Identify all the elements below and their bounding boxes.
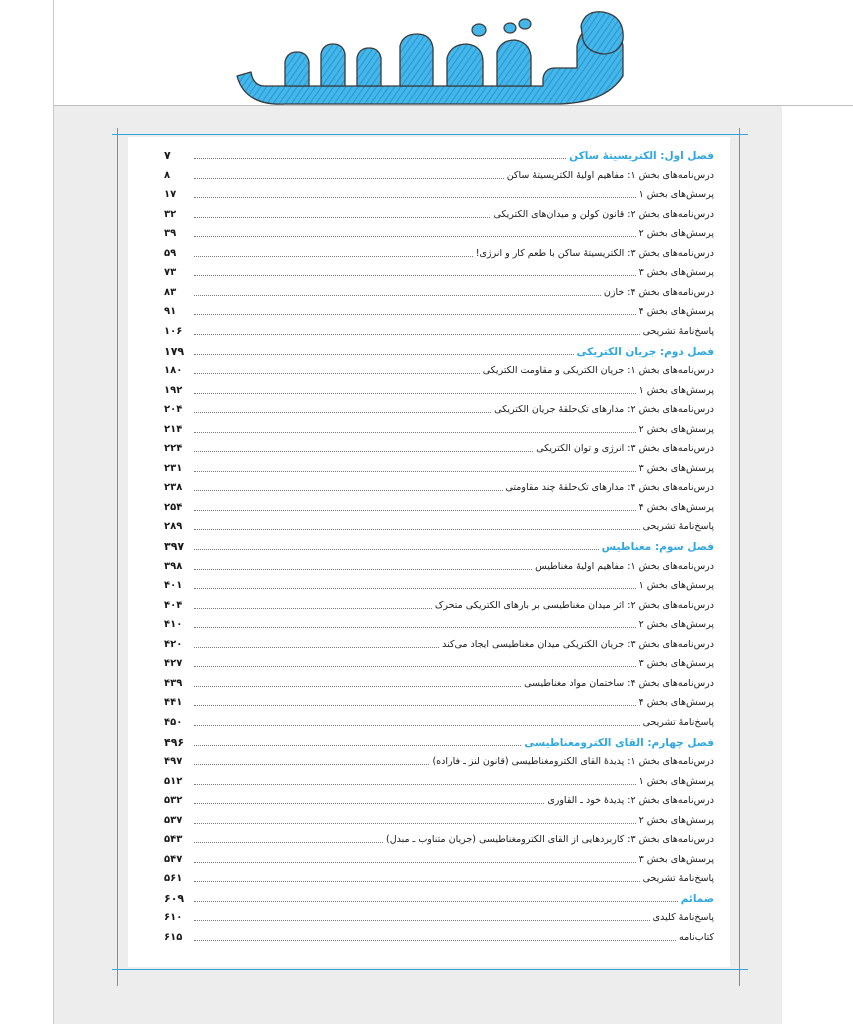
toc-row[interactable] bbox=[164, 828, 714, 846]
dot-leader bbox=[194, 802, 544, 804]
toc-entry-label: پاسخ‌نامهٔ تشریحی bbox=[642, 521, 714, 533]
toc-entry-label: ضمائم bbox=[680, 892, 714, 905]
toc-page-number: ۴۹۶ bbox=[164, 735, 185, 749]
toc-page-number: ۶۱۵ bbox=[164, 932, 183, 943]
dot-leader bbox=[194, 313, 636, 315]
dot-leader bbox=[194, 353, 574, 355]
toc-page-number: ۲۱۴ bbox=[164, 423, 183, 435]
toc-row[interactable] bbox=[164, 672, 714, 690]
toc-row[interactable] bbox=[164, 476, 714, 494]
toc-row[interactable] bbox=[164, 515, 714, 533]
toc-row[interactable] bbox=[164, 789, 714, 807]
toc-row[interactable] bbox=[164, 398, 714, 416]
frame-line-top bbox=[112, 134, 748, 135]
toc-entry-label: فصل دوم: جریان الکتریکی bbox=[576, 345, 714, 358]
toc-page-number: ۱۷۹ bbox=[164, 344, 185, 358]
toc-page-number: ۳۹۸ bbox=[164, 560, 183, 572]
toc-page-number: ۲۳۱ bbox=[164, 462, 183, 474]
toc-entry-label: درس‌نامه‌های بخش ۳: کاربردهایی از القای الکترومغناطیسی (جریان متناوب ـ مبدل) bbox=[385, 834, 714, 846]
toc-row[interactable] bbox=[164, 457, 714, 475]
dot-leader bbox=[194, 763, 429, 765]
dot-leader bbox=[194, 822, 636, 824]
toc-page-number: ۹۱ bbox=[164, 306, 177, 318]
toc-page-number: ۴۴۱ bbox=[164, 697, 183, 709]
toc-page-number: ۴۱۰ bbox=[164, 619, 183, 631]
dot-leader bbox=[194, 196, 636, 198]
toc-page-number: ۴۲۷ bbox=[164, 658, 183, 670]
toc-entry-label: پرسش‌های بخش ۱ bbox=[638, 189, 714, 201]
dot-leader bbox=[194, 274, 636, 276]
dot-leader bbox=[194, 235, 636, 237]
toc-row[interactable] bbox=[164, 613, 714, 631]
toc-page-number: ۳۹ bbox=[164, 228, 177, 240]
toc-entry-label: پرسش‌های بخش ۱ bbox=[638, 775, 714, 787]
dot-leader bbox=[194, 939, 676, 941]
toc-entry-label: پرسش‌های بخش ۲ bbox=[638, 228, 714, 240]
toc-chapter-row[interactable] bbox=[164, 887, 714, 905]
dot-leader bbox=[194, 177, 504, 179]
toc-page-number: ۵۱۲ bbox=[164, 775, 183, 787]
dot-leader bbox=[194, 372, 480, 374]
toc-entry-label: پرسش‌های بخش ۳ bbox=[638, 853, 714, 865]
toc-page-number: ۴۹۷ bbox=[164, 756, 183, 768]
toc-page-number: ۵۶۱ bbox=[164, 873, 183, 885]
dot-leader bbox=[194, 333, 640, 335]
toc-entry-label: درس‌نامه‌های بخش ۳: الکتریسیتهٔ ساکن با طعم کار و انرژی! bbox=[475, 247, 714, 259]
dot-leader bbox=[194, 489, 503, 491]
toc-row[interactable] bbox=[164, 320, 714, 338]
toc-row[interactable] bbox=[164, 770, 714, 788]
toc-chapter-row[interactable] bbox=[164, 731, 714, 749]
toc-row[interactable] bbox=[164, 867, 714, 885]
toc-entry-label: درس‌نامه‌های بخش ۴: خازن bbox=[603, 286, 714, 298]
toc-entry-label: درس‌نامه‌های بخش ۱: پدیدهٔ القای الکترومغناطیسی (قانون لنز ـ فاراده) bbox=[432, 756, 714, 768]
toc-entry-label: پرسش‌های بخش ۱ bbox=[638, 580, 714, 592]
dot-leader bbox=[194, 411, 491, 413]
toc-entry-label: درس‌نامه‌های بخش ۲: پدیدهٔ خود ـ القاوری bbox=[547, 795, 714, 807]
toc-entry-label: کتاب‌نامه bbox=[679, 932, 714, 943]
dot-leader bbox=[194, 509, 636, 511]
toc-entry-label: پرسش‌های بخش ۴ bbox=[638, 501, 714, 513]
toc-chapter-row[interactable] bbox=[164, 144, 714, 162]
dot-leader bbox=[194, 470, 636, 472]
toc-row[interactable] bbox=[164, 300, 714, 318]
toc-page-number: ۵۴۷ bbox=[164, 853, 183, 865]
toc-page-number: ۲۸۹ bbox=[164, 521, 183, 533]
frame-line-right bbox=[739, 128, 740, 986]
frame-line-left bbox=[117, 128, 118, 986]
dot-leader bbox=[194, 626, 636, 628]
toc-entry-label: فصل سوم: مغناطیس bbox=[601, 541, 714, 553]
frame-line-bottom bbox=[112, 969, 748, 970]
toc-page-number: ۵۳۷ bbox=[164, 814, 183, 826]
toc-row[interactable] bbox=[164, 281, 714, 299]
toc-row[interactable] bbox=[164, 379, 714, 397]
toc-entry-label: درس‌نامه‌های بخش ۱: مفاهیم اولیهٔ مغناطیس bbox=[535, 560, 714, 572]
dot-leader bbox=[194, 744, 521, 746]
toc-page-number: ۵۴۳ bbox=[164, 834, 183, 846]
toc-page-number: ۴۲۰ bbox=[164, 638, 183, 650]
dot-leader bbox=[194, 685, 521, 687]
toc-page-number: ۲۲۴ bbox=[164, 443, 183, 455]
toc-page-number: ۳۹۷ bbox=[164, 540, 185, 553]
toc-page-number: ۶۱۰ bbox=[164, 912, 183, 924]
toc-entry-label: درس‌نامه‌های بخش ۱: مفاهیم اولیهٔ الکتریسیتهٔ ساکن bbox=[506, 169, 714, 181]
toc-chapter-row[interactable] bbox=[164, 535, 714, 553]
toc-row[interactable] bbox=[164, 261, 714, 279]
toc-row[interactable] bbox=[164, 809, 714, 827]
toc-page-number: ۵۳۲ bbox=[164, 795, 183, 807]
toc-page-number: ۳۲ bbox=[164, 208, 177, 220]
toc-page-number: ۷۳ bbox=[164, 267, 177, 279]
toc-page-number: ۲۰۴ bbox=[164, 404, 183, 416]
toc-page-number: ۴۰۴ bbox=[164, 599, 183, 611]
toc-row[interactable] bbox=[164, 594, 714, 612]
toc-entry-label: درس‌نامه‌های بخش ۳: انرژی و توان الکتریکی bbox=[536, 443, 714, 455]
toc-page-number: ۱۸۰ bbox=[164, 365, 183, 377]
toc-entry-label: درس‌نامه‌های بخش ۲: اثر میدان مغناطیسی بر بارهای الکتریکی متحرک bbox=[434, 599, 714, 611]
toc-chapter-row[interactable] bbox=[164, 340, 714, 358]
toc-entry-label: پرسش‌های بخش ۳ bbox=[638, 462, 714, 474]
toc-page-number: ۱۰۶ bbox=[164, 325, 183, 337]
toc-page-number: ۸۳ bbox=[164, 286, 177, 298]
toc-entry-label: فصل اول: الکتریسیتهٔ ساکن bbox=[569, 150, 714, 162]
dot-leader bbox=[194, 568, 532, 570]
toc-entry-label: پرسش‌های بخش ۳ bbox=[638, 267, 714, 279]
toc-row[interactable] bbox=[164, 203, 714, 221]
toc-page-number: ۱۷ bbox=[164, 189, 177, 201]
toc-entry-label: درس‌نامه‌های بخش ۳: جریان الکتریکی میدان مغناطیسی ایجاد می‌کند bbox=[442, 638, 714, 650]
dot-leader bbox=[194, 704, 636, 706]
toc-row[interactable] bbox=[164, 848, 714, 866]
toc-entry-label: درس‌نامه‌های بخش ۲: مدارهای تک‌حلقهٔ جریان الکتریکی bbox=[494, 404, 714, 416]
toc-entry-label: پرسش‌های بخش ۴ bbox=[638, 306, 714, 318]
toc-entry-label: پرسش‌های بخش ۱ bbox=[638, 384, 714, 396]
toc-row[interactable] bbox=[164, 574, 714, 592]
toc-entry-label: پاسخ‌نامهٔ تشریحی bbox=[642, 716, 714, 728]
toc-row[interactable] bbox=[164, 496, 714, 514]
title-lettering-art bbox=[225, 6, 645, 116]
dot-leader bbox=[194, 783, 636, 785]
toc-page-number: ۴۵۰ bbox=[164, 716, 183, 728]
toc-entry-label: پرسش‌های بخش ۴ bbox=[638, 697, 714, 709]
dot-leader bbox=[194, 528, 640, 530]
dot-leader bbox=[194, 450, 533, 452]
dot-leader bbox=[194, 216, 490, 218]
dot-leader bbox=[194, 841, 383, 843]
toc-page-number: ۵۹ bbox=[164, 247, 177, 259]
dot-leader bbox=[194, 900, 678, 902]
toc-entry-label: پرسش‌های بخش ۲ bbox=[638, 423, 714, 435]
toc-entry-label: فصل چهارم: القای الکترومغناطیسی bbox=[524, 736, 714, 749]
toc-row[interactable] bbox=[164, 652, 714, 670]
toc-page-number: ۲۳۸ bbox=[164, 482, 183, 494]
toc-entry-label: پاسخ‌نامهٔ کلیدی bbox=[652, 912, 714, 924]
toc-page-number: ۱۹۲ bbox=[164, 384, 183, 396]
toc-row[interactable] bbox=[164, 926, 714, 944]
toc-row[interactable] bbox=[164, 711, 714, 729]
toc-row[interactable] bbox=[164, 633, 714, 651]
dot-leader bbox=[194, 587, 636, 589]
toc-page-number: ۶۰۹ bbox=[164, 891, 185, 905]
toc-row[interactable] bbox=[164, 183, 714, 201]
toc-page-number: ۴۰۱ bbox=[164, 580, 183, 592]
dot-leader bbox=[194, 646, 439, 648]
dot-leader bbox=[194, 607, 432, 609]
toc-page-number: ۸ bbox=[164, 169, 171, 181]
toc-entry-label: درس‌نامه‌های بخش ۴: مدارهای تک‌حلقهٔ چند مقاومتی bbox=[505, 482, 714, 494]
toc-row[interactable] bbox=[164, 906, 714, 924]
toc-row[interactable] bbox=[164, 222, 714, 240]
dot-leader bbox=[194, 431, 636, 433]
dot-leader bbox=[194, 861, 636, 863]
toc-entry-label: درس‌نامه‌های بخش ۱: جریان الکتریکی و مقاومت الکتریکی bbox=[482, 365, 714, 377]
dot-leader bbox=[194, 880, 640, 882]
toc-page-number: ۲۵۴ bbox=[164, 501, 183, 513]
toc-entry-label: پرسش‌های بخش ۲ bbox=[638, 619, 714, 631]
dot-leader bbox=[194, 665, 636, 667]
toc-row[interactable] bbox=[164, 418, 714, 436]
page-title bbox=[225, 6, 645, 116]
toc-row[interactable] bbox=[164, 555, 714, 573]
dot-leader bbox=[194, 548, 599, 550]
dot-leader bbox=[194, 157, 566, 159]
toc-row[interactable] bbox=[164, 437, 714, 455]
toc-row[interactable] bbox=[164, 359, 714, 377]
dot-leader bbox=[194, 392, 636, 394]
toc-row[interactable] bbox=[164, 691, 714, 709]
toc-page-number: ۷ bbox=[164, 149, 171, 162]
toc-entry-label: پاسخ‌نامهٔ تشریحی bbox=[642, 873, 714, 885]
toc-entry-label: پاسخ‌نامهٔ تشریحی bbox=[642, 325, 714, 337]
toc-row[interactable] bbox=[164, 750, 714, 768]
toc-row[interactable] bbox=[164, 242, 714, 260]
toc-entry-label: پرسش‌های بخش ۳ bbox=[638, 658, 714, 670]
dot-leader bbox=[194, 919, 650, 921]
toc-entry-label: درس‌نامه‌های بخش ۴: ساختمان مواد مغناطیسی bbox=[524, 677, 714, 689]
toc-entry-label: درس‌نامه‌های بخش ۲: قانون کولن و میدان‌های الکتریکی bbox=[493, 208, 714, 220]
toc-entry-label: پرسش‌های بخش ۲ bbox=[638, 814, 714, 826]
toc-page-number: ۴۳۹ bbox=[164, 677, 183, 689]
toc-row[interactable] bbox=[164, 164, 714, 182]
dot-leader bbox=[194, 255, 473, 257]
dot-leader bbox=[194, 724, 640, 726]
dot-leader bbox=[194, 294, 601, 296]
